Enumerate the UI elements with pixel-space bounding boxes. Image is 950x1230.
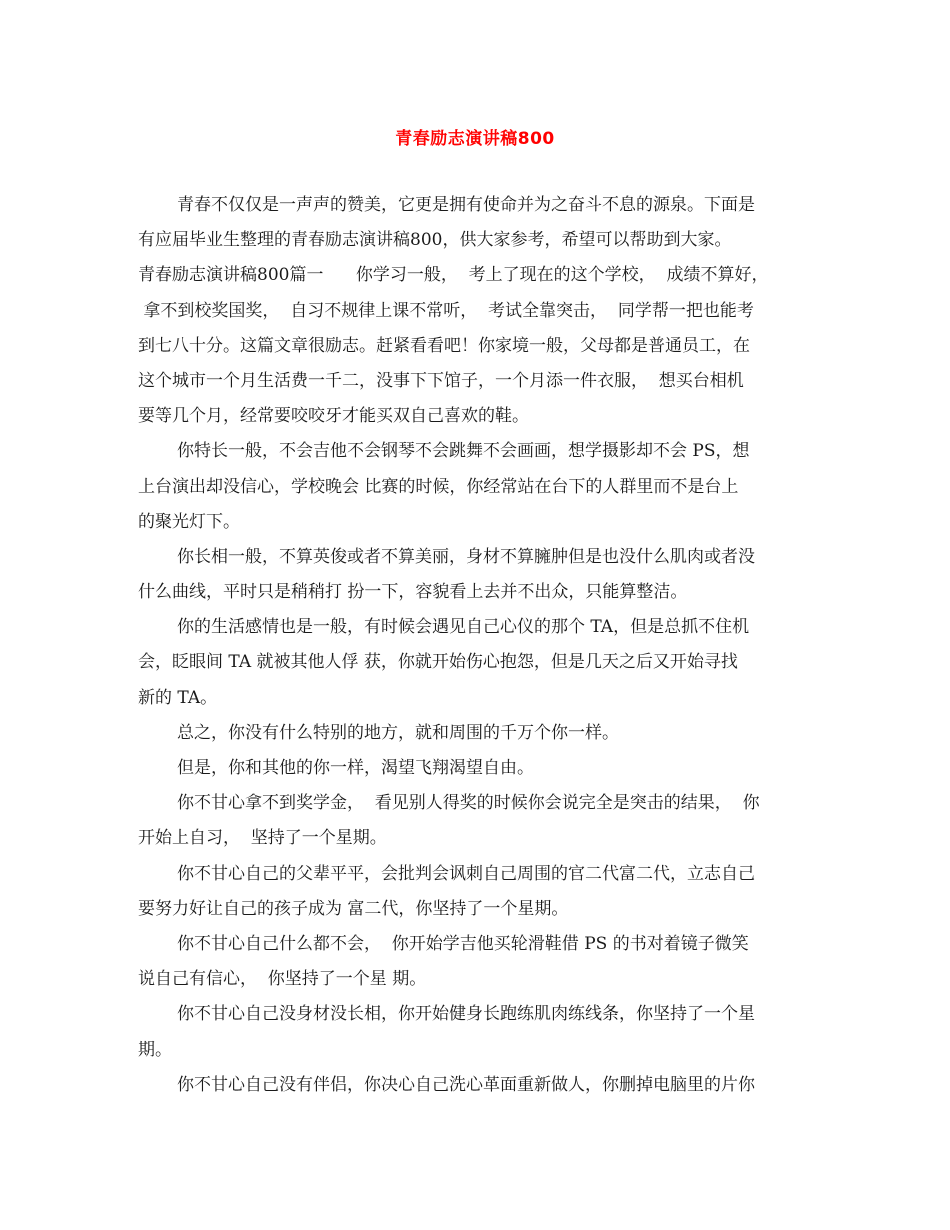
text-line: 什么曲线，平时只是稍稍打 扮一下，容貌看上去并不出众，只能算整洁。 bbox=[138, 582, 688, 603]
text-line: 有应届毕业生整理的青春励志演讲稿800，供大家参考，希望可以帮助到大家。 bbox=[138, 230, 732, 251]
text-line: 到七八十分。这篇文章很励志。赶紧看看吧！你家境一般，父母都是普通员工，在 bbox=[138, 335, 750, 356]
text-line: 你不甘心自己的父辈平平，会批判会讽刺自己周围的官二代富二代，立志自己 bbox=[177, 863, 755, 884]
text-line: 开始上自习， 坚持了一个星期。 bbox=[138, 828, 387, 849]
text-line: 会，眨眼间 TA 就被其他人俘 获，你就开始伤心抱怨，但是几天之后又开始寻找 bbox=[138, 652, 738, 673]
text-line: 你不甘心自己没有伴侣，你决心自己洗心革面重新做人，你删掉电脑里的片你 bbox=[177, 1074, 755, 1095]
text-line: 要等几个月，经常要咬咬牙才能买双自己喜欢的鞋。 bbox=[138, 406, 529, 427]
text-line: 你长相一般，不算英俊或者不算美丽，身材不算臃肿但是也没什么肌肉或者没 bbox=[177, 546, 755, 567]
text-line: 总之，你没有什么特别的地方，就和周围的千万个你一样。 bbox=[177, 722, 619, 743]
document-title: 青春励志演讲稿800 bbox=[395, 129, 555, 149]
text-line: 的聚光灯下。 bbox=[138, 511, 240, 532]
document-body bbox=[138, 188, 814, 1103]
text-line: 期。 bbox=[138, 1039, 172, 1060]
text-line: 青春不仅仅是一声声的赞美，它更是拥有使命并为之奋斗不息的源泉。下面是 bbox=[177, 195, 755, 215]
text-line: 这个城市一个月生活费一千二，没事下下馆子，一个月添一件衣服， 想买台相机 bbox=[138, 370, 744, 391]
text-line: 上台演出却没信心，学校晚会 比赛的时候，你经常站在台下的人群里而不是台上 bbox=[138, 476, 739, 497]
text-line: 要努力好让自己的孩子成为 富二代，你坚持了一个星期。 bbox=[138, 898, 569, 919]
text-line: 但是，你和其他的你一样，渴望飞翔渴望自由。 bbox=[177, 758, 534, 778]
text-line: 你不甘心自己什么都不会， 你开始学吉他买轮滑鞋借 PS 的书对着镜子微笑 bbox=[177, 933, 749, 954]
text-line: 你的生活感情也是一般，有时候会遇见自己心仪的那个 TA，但是总抓不住机 bbox=[177, 617, 750, 638]
text-line: 说自己有信心， 你坚持了一个星 期。 bbox=[138, 969, 427, 990]
text-line: 你不甘心拿不到奖学金， 看见别人得奖的时候你会说完全是突击的结果， 你 bbox=[177, 793, 760, 814]
text-line: 新的 TA。 bbox=[138, 687, 218, 708]
text-line: 青春励志演讲稿800篇一 你学习一般， 考上了现在的这个学校， 成绩不算好， bbox=[138, 265, 769, 286]
text-line: 你不甘心自己没身材没长相，你开始健身长跑练肌肉练线条，你坚持了一个星 bbox=[177, 1004, 755, 1025]
text-line: 拿不到校奖国奖， 自习不规律上课不常听， 考试全靠突击， 同学帮一把也能考 bbox=[138, 300, 754, 321]
text-line: 你特长一般，不会吉他不会钢琴不会跳舞不会画画，想学摄影却不会 PS，想 bbox=[177, 441, 750, 462]
